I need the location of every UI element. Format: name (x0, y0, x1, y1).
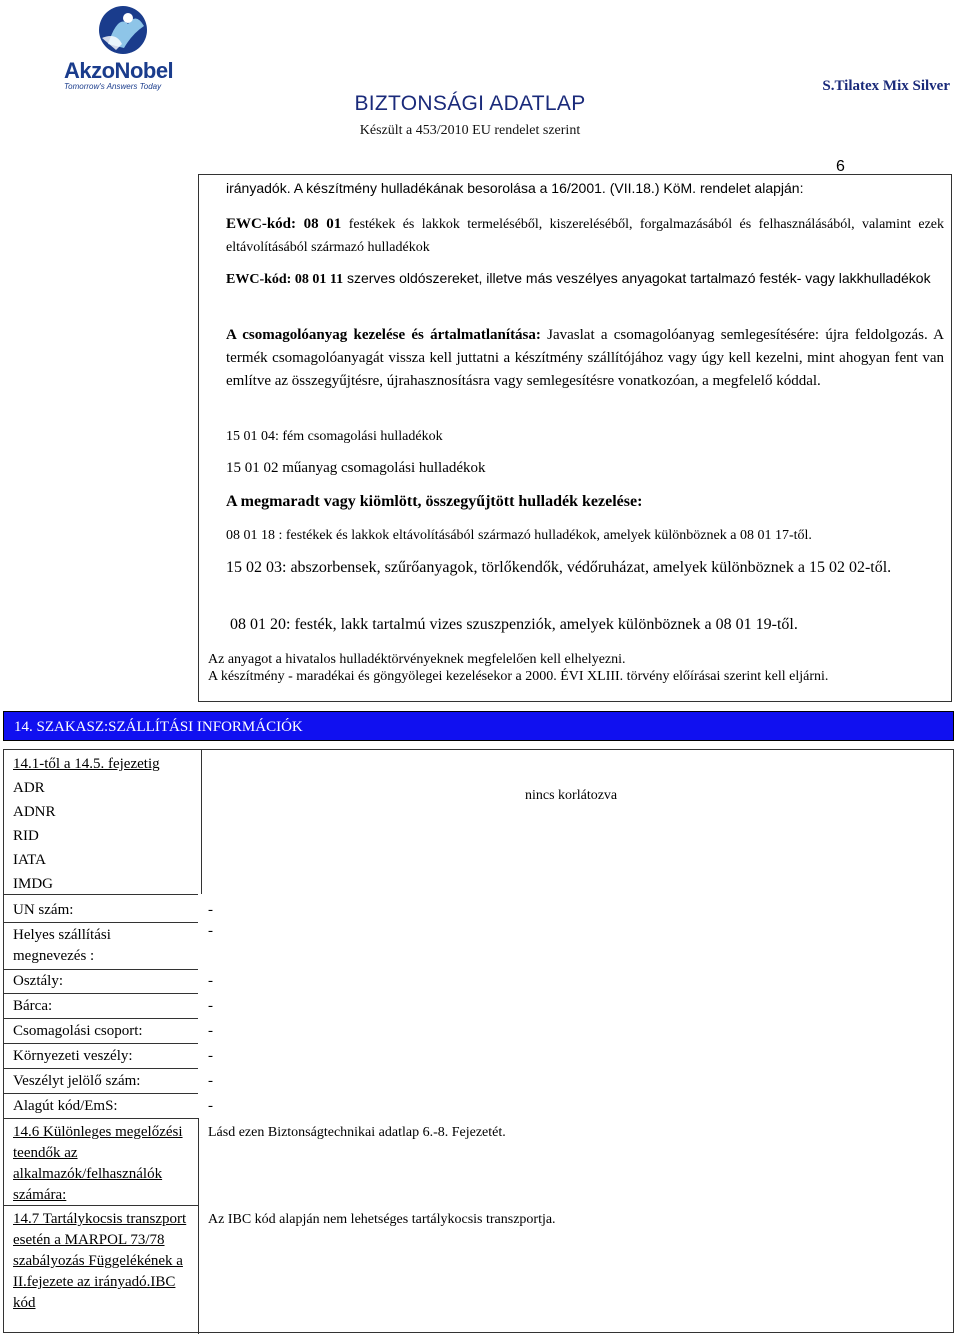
bulk-transport-label: 14.7 Tartálykocsis transzport esetén a MARPOL 73/78 szabályozás Függelékének a II.fejezete az irányadó.IBC kód (13, 1211, 187, 1311)
hazard-id-label: Veszélyt jelölő szám: (13, 1073, 141, 1089)
code-150102: 15 01 02 műanyag csomagolási hulladékok (226, 460, 486, 476)
mode-imdg: IMDG (13, 876, 53, 892)
env-hazard-value: - (208, 1048, 213, 1064)
class-label: Osztály: (13, 973, 63, 989)
law-line-1: Az anyagot a hivatalos hulladéktörvényeknek megfelelően kell elhelyezni. (208, 652, 626, 667)
special-precautions-label: 14.6 Különleges megelőzési teendők az alkalmazók/felhasználók számára: (13, 1124, 183, 1203)
ewc-08-01-11-label: EWC-kód: 08 01 11 (226, 272, 344, 287)
table-divider (201, 750, 202, 894)
table-divider (4, 1068, 198, 1069)
packaging-text: Javaslat a csomagolóanyag semlegesítésére: újra feldolgozás. A termék csomagolóanyagát vissza kell juttatni a készítmény szállítójához vagy úgy kell kezelni, mint ahogyan fent van említve az összegyűjtésre, újrahasznosításra vagy semlegesítésre vonatkozóan, a megfelelő kóddal. (226, 327, 945, 389)
table-divider (4, 1093, 198, 1094)
code-080118: 08 01 18 : festékek és lakkok eltávolításából származó hulladékok, amelyek különböznek a 08 01 17-től. (226, 528, 812, 543)
product-name: S.Tilatex Mix Silver (822, 78, 950, 94)
ewc-08-01-paragraph (226, 213, 944, 259)
section13-intro: irányadók. A készítmény hulladékának besorolása a 16/2001. (VII.18.) KöM. rendelet alapján: (226, 180, 804, 196)
section14-title: 14. SZAKASZ:SZÁLLÍTÁSI INFORMÁCIÓK (14, 719, 303, 735)
class-value: - (208, 973, 213, 989)
shipping-name-value: - (208, 923, 213, 939)
table-divider (4, 1018, 198, 1019)
brand-tagline: Tomorrow's Answers Today (64, 82, 162, 91)
transport-heading: 14.1-től a 14.5. fejezetig (13, 756, 160, 772)
tunnel-code-value: - (208, 1098, 213, 1114)
packing-group-label: Csomagolási csoport: (13, 1023, 143, 1039)
ewc-08-01-label: EWC-kód: 08 01 (226, 216, 342, 232)
page-number: 6 (836, 158, 845, 175)
table-divider (4, 1043, 198, 1044)
transport-table (3, 749, 954, 1333)
packing-group-value: - (208, 1023, 213, 1039)
code-080120: 08 01 20: festék, lakk tartalmú vizes szuszpenziók, amelyek különböznek a 08 01 19-től. (230, 616, 798, 633)
un-number-value: - (208, 902, 213, 918)
table-divider (4, 993, 198, 994)
document-subtitle: Készült a 453/2010 EU rendelet szerint (359, 123, 581, 138)
env-hazard-label: Környezeti veszély: (13, 1048, 133, 1064)
bulk-transport-value: Az IBC kód alapján nem lehetséges tartálykocsis transzportja. (208, 1212, 556, 1227)
document-title: BIZTONSÁGI ADATLAP (354, 92, 586, 115)
mode-iata: IATA (13, 852, 46, 868)
label-label: Bárca: (13, 998, 53, 1014)
table-divider (4, 922, 198, 923)
packaging-paragraph (226, 324, 944, 393)
transport-value: nincs korlátozva (525, 788, 618, 803)
table-divider (4, 1118, 198, 1119)
hazard-id-value: - (208, 1073, 213, 1089)
section14-header-bar (3, 711, 954, 741)
code-150104: 15 01 04: fém csomagolási hulladékok (226, 429, 443, 444)
ewc-08-01-11-text: szerves oldószereket, illetve más veszélyes anyagokat tartalmazó festék- vagy lakkhulladékok (343, 270, 931, 286)
special-precautions-value: Lásd ezen Biztonságtechnikai adatlap 6.-8. Fejezetét. (208, 1125, 506, 1140)
table-divider (4, 969, 198, 970)
brand-name: AkzoNobel (64, 58, 174, 83)
mode-rid: RID (13, 828, 39, 844)
mode-adr: ADR (13, 780, 45, 796)
ewc-08-01-11-paragraph (226, 267, 944, 291)
tunnel-code-label: Alagút kód/EmS: (13, 1098, 118, 1114)
ewc-08-01-text: festékek és lakkok termeléséből, kiszereléséből, forgalmazásából és felhasználásából, valamint ezek eltávolításából származó hulladékok (226, 217, 944, 255)
label-value: - (208, 998, 213, 1014)
table-divider (198, 1118, 199, 1334)
packaging-label: A csomagolóanyag kezelése és ártalmatlanítása: (226, 327, 541, 343)
spill-heading: A megmaradt vagy kiömlött, összegyűjtött hulladék kezelése: (226, 493, 643, 510)
mode-adnr: ADNR (13, 804, 56, 820)
code-150203: 15 02 03: abszorbensek, szűrőanyagok, törlőkendők, védőruházat, amelyek különböznek a 15 02 02-től. (226, 559, 892, 576)
un-number-label: UN szám: (13, 902, 74, 918)
law-line-2: A készítmény - maradékai és göngyölegei kezelésekor a 2000. ÉVI XLIII. törvény előírásai szerint kell eljárni. (208, 669, 829, 684)
shipping-name-label: Helyes szállítási megnevezés : (13, 927, 111, 964)
